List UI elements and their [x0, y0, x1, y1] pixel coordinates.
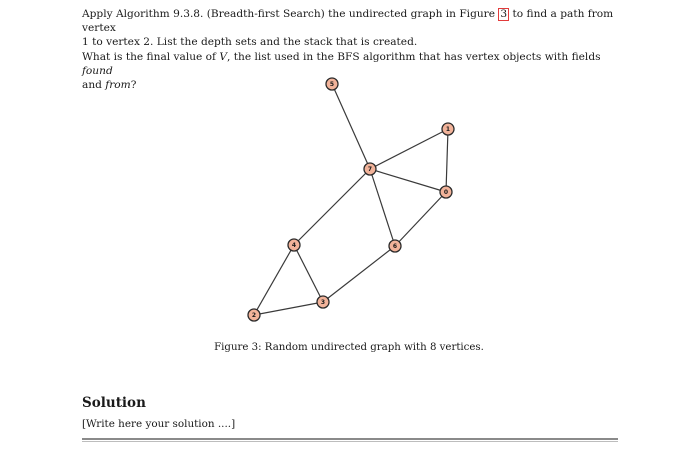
graph-edge-0-6: [395, 192, 446, 246]
graph-vertex-6: [389, 240, 401, 252]
vertex-label: 6: [392, 242, 398, 250]
figure-reference-link[interactable]: 3: [500, 8, 508, 20]
caption-text: Figure 3: Random undirected graph with 8 vertices.: [214, 342, 484, 353]
vertex-label: 3: [320, 298, 326, 306]
graph-vertex-7: [364, 163, 376, 175]
vertex-label: 7: [367, 165, 373, 173]
graph-edge-7-6: [370, 169, 395, 246]
field-found: found: [82, 64, 113, 77]
vertex-label: 0: [443, 188, 449, 196]
graph-vertex-1: [442, 123, 454, 135]
graph-vertex-3: [317, 296, 329, 308]
graph-edge-4-2: [254, 245, 294, 315]
graph-vertex-4: [288, 239, 300, 251]
graph-edges: [254, 84, 451, 315]
divider: [82, 441, 618, 442]
graph-edge-4-3: [294, 245, 323, 302]
vertex-label: 2: [251, 311, 257, 319]
figure-caption: [0, 342, 700, 353]
divider: [82, 438, 618, 440]
problem-text: to find a path from vertex: [82, 8, 614, 35]
graph-vertex-2: [248, 309, 260, 321]
field-from: from: [105, 79, 131, 92]
variable-v: V: [219, 50, 227, 63]
vertex-label: 1: [445, 125, 451, 133]
graph-edge-1-0: [446, 129, 448, 192]
graph-vertex-0: [440, 186, 452, 198]
solution-heading: Solution: [82, 395, 146, 411]
graph-edge-2-3: [254, 302, 323, 315]
problem-text: , the list used in the BFS algorithm that has vertex objects with fields: [227, 50, 601, 63]
problem-text: What is the final value of: [82, 50, 220, 63]
vertex-label: 5: [329, 80, 335, 88]
graph-vertex-5: [326, 78, 338, 90]
graph-edge-7-0: [370, 169, 446, 192]
graph-nodes: [248, 78, 454, 321]
problem-text: and: [82, 79, 106, 92]
graph-edge-7-4: [294, 169, 370, 245]
problem-text: Apply Algorithm 9.3.8. (Breadth-first Search) the undirected graph in Figure: [82, 8, 499, 20]
solution-placeholder[interactable]: [Write here your solution ....]: [82, 418, 236, 430]
problem-text: ?: [130, 79, 137, 92]
problem-line-2: 1 to vertex 2. List the depth sets and the stack that is created.: [82, 36, 418, 49]
graph-edge-7-1: [370, 129, 448, 169]
graph-edge-3-6: [323, 246, 395, 302]
vertex-label: 4: [291, 241, 297, 249]
graph-edge-5-7: [332, 84, 370, 169]
